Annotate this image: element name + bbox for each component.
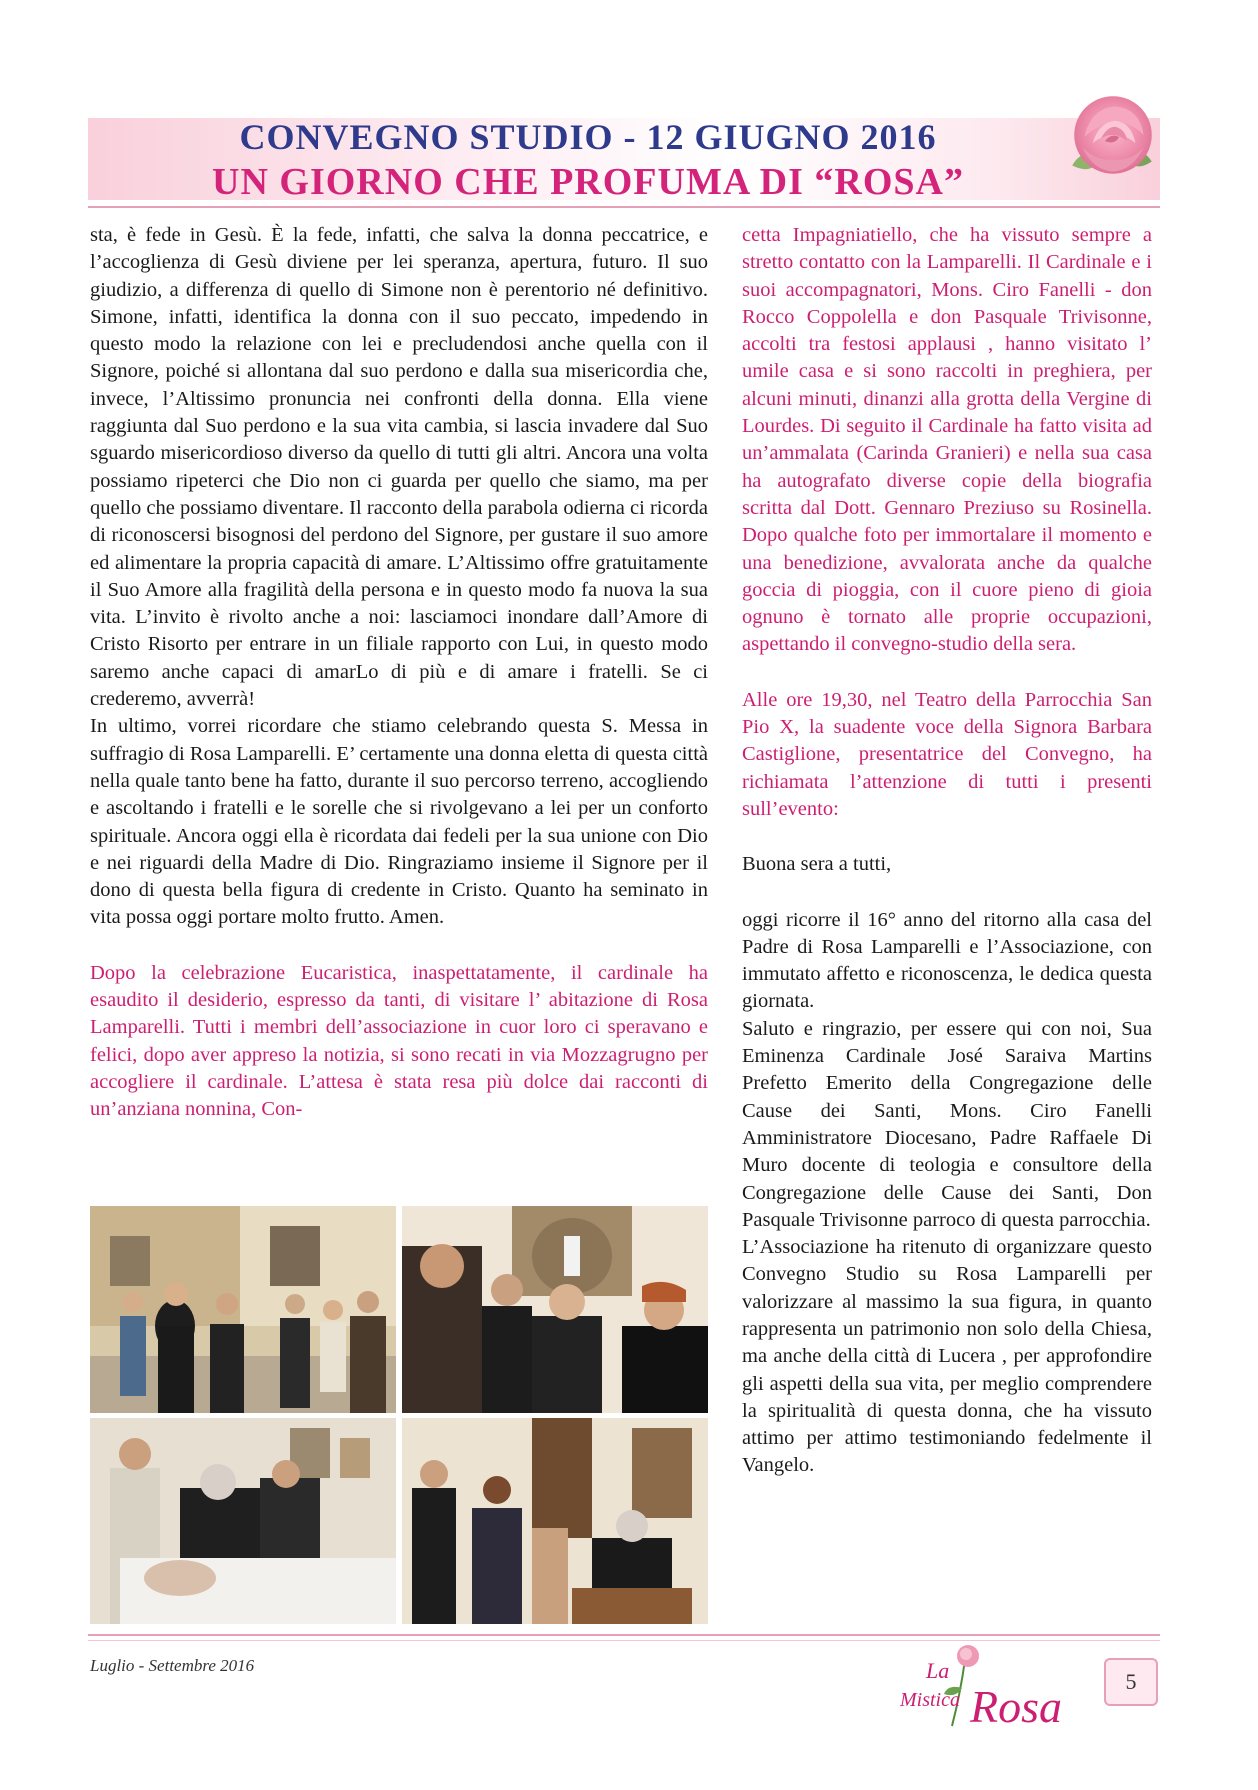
photo-grotto-prayer bbox=[402, 1206, 708, 1413]
right-paragraph-5: Saluto e ringrazio, per essere qui con noi, Sua Eminenza Cardinale José Saraiva Martins Prefetto Emerito della Congregazione delle Cause dei Santi, Mons. Ciro Fanelli Amministratore Diocesano, Padre Raffaele Di Muro docente di teologia e consultore della Congregazione delle Cause dei Santi, Don Pasquale Trivisonne parroco di questa parrocchia. bbox=[742, 1017, 1152, 1231]
page-number: 5 bbox=[1104, 1658, 1158, 1706]
rose-icon bbox=[1062, 86, 1164, 188]
photo-street-visit bbox=[90, 1206, 396, 1413]
right-paragraph-3: Buona sera a tutti, bbox=[742, 853, 892, 876]
right-paragraph-2: Alle ore 19,30, nel Teatro della Parrocchia San Pio X, la suadente voce della Signora Barbara Castiglione, presentatrice del Convegno, ha richiamata l’attenzione di tutti i presenti sull’evento: bbox=[742, 688, 1152, 820]
photo-book-signing bbox=[402, 1418, 708, 1624]
photo-bedside-blessing bbox=[90, 1418, 396, 1624]
logo-mistica-text: Mistica bbox=[900, 1689, 960, 1711]
page-subtitle: UN GIORNO CHE PROFUMA DI “ROSA” bbox=[212, 161, 964, 203]
right-paragraph-1: cetta Impagniatiello, che ha vissuto sempre a stretto contatto con la Lamparelli. Il Cardinale e i suoi accompagnatori, Mons. Ciro Fanelli - don Rocco Coppolella e don Pasquale Trivisonne, accolti tra festosi applausi , hanno visitato l’ umile casa e si sono raccolti in preghiera, per alcuni minuti, dinanzi alla grotta della Vergine di Lourdes. Di seguito il Cardinale ha fatto visita ad un’ammalata (Carinda Granieri) e nella sua casa ha autografato diverse copie della biografia scritta dal Dott. Gennaro Preziuso su Rosinella. Dopo qualche foto per immortalare il momento e una benedizione, avvalorata anche da qualche goccia di pioggia, con il cuore pieno di gioia ognuno è tornato alle proprie occupazioni, aspettando il convegno-studio della sera. bbox=[742, 224, 1152, 656]
right-paragraph-6: L’Associazione ha ritenuto di organizzare questo Convegno Studio su Rosa Lamparelli per valorizzare al massimo la sua figura, in quanto rappresenta un patrimonio non solo della Chiesa, ma anche della città di Lucera , per approfondire gli aspetti della sua vita, per meglio comprendere la spiritualità di questa donna, che ha vissuto attimo per attimo testimoniando fedelmente il Vangelo. bbox=[742, 1236, 1152, 1477]
right-paragraph-4: oggi ricorre il 16° anno del ritorno alla casa del Padre di Rosa Lamparelli e l’Associazione, con immutato affetto e riconoscenza, le dedica questa giornata. bbox=[742, 908, 1152, 1013]
left-paragraph-1: sta, è fede in Gesù. È la fede, infatti, che salva la donna peccatrice, e l’accoglienza di Gesù diviene per lei speranza, apertura, futuro. Il suo giudizio, a differenza di quello di Simone non è perentorio né definitivo. Simone, infatti, identifica la donna con il suo peccato, impedendo in questo modo la relazione con lei e precludendosi anche quella con il Signore, poiché si allontana dal suo perdono e dalla sua misericordia che, invece, l’Altissimo pronuncia nei confronti della donna. Ella viene raggiunta dal Suo perdono e la sua vita cambia, si lascia invadere dal Suo sguardo misericordioso diverso da quello di tutti gli altri. Ancora una volta possiamo ripeterci che Dio non ci guarda per quello che siamo, ma per quello che possiamo diventare. Il racconto della parabola odierna ci ricorda di riconoscersi bisognosi del perdono del Signore, per gustare il suo amore ed alimentare la propria capacità di amare. L’Altissimo offre gratuitamente il Suo Amore alla fragilità della persona e in questo modo fa nuova la sua vita. L’invito è rivolto anche a noi: lasciamoci inondare dall’Amore di Cristo Risorto per entrare in un filiale rapporto con Lui, in questo modo saremo anche capaci di amarLo di più e di amare i fratelli. Se ci crederemo, avverrà! bbox=[90, 224, 708, 711]
page-title: CONVEGNO STUDIO - 12 GIUGNO 2016 bbox=[239, 117, 937, 157]
left-paragraph-2: In ultimo, vorrei ricordare che stiamo celebrando questa S. Messa in suffragio di Rosa Lamparelli. E’ certamente una donna eletta di questa città nella quale tanto bene ha fatto, durante il suo percorso terreno, accogliendo e ascoltando i fratelli e le sorelle che si rivolgevano a lei per un conforto spirituale. Ancora oggi ella è ricordata dai fedeli per la sua unione con Dio e nei riguardi della Madre di Dio. Ringraziamo insieme il Signore per il dono di questa bella figura di credente in Cristo. Quanto ha seminato in vita possa oggi portare molto frutto. Amen. bbox=[90, 715, 708, 929]
footer-divider bbox=[88, 1634, 1160, 1636]
issue-date: Luglio - Settembre 2016 bbox=[90, 1656, 255, 1675]
left-paragraph-3: Dopo la celebrazione Eucaristica, inaspettatamente, il cardinale ha esaudito il desiderio, espresso da tanti, di visitare l’ abitazione di Rosa Lamparelli. Tutti i membri dell’associazione in cuor loro ci speravano e felici, dopo aver appreso la notizia, si sono recati in via Mozzagrugno per accogliere il cardinale. L’attesa è stata resa più dolce dai racconti di un’anziana nonnina, Con- bbox=[90, 961, 708, 1121]
logo-la-text: La bbox=[926, 1658, 950, 1683]
title-divider bbox=[88, 206, 1160, 208]
left-column bbox=[90, 222, 708, 1124]
right-column bbox=[742, 222, 1152, 1480]
magazine-logo bbox=[870, 1640, 1100, 1730]
photo-grid bbox=[90, 1206, 708, 1624]
logo-rosa-text: Rosa bbox=[970, 1681, 1062, 1730]
